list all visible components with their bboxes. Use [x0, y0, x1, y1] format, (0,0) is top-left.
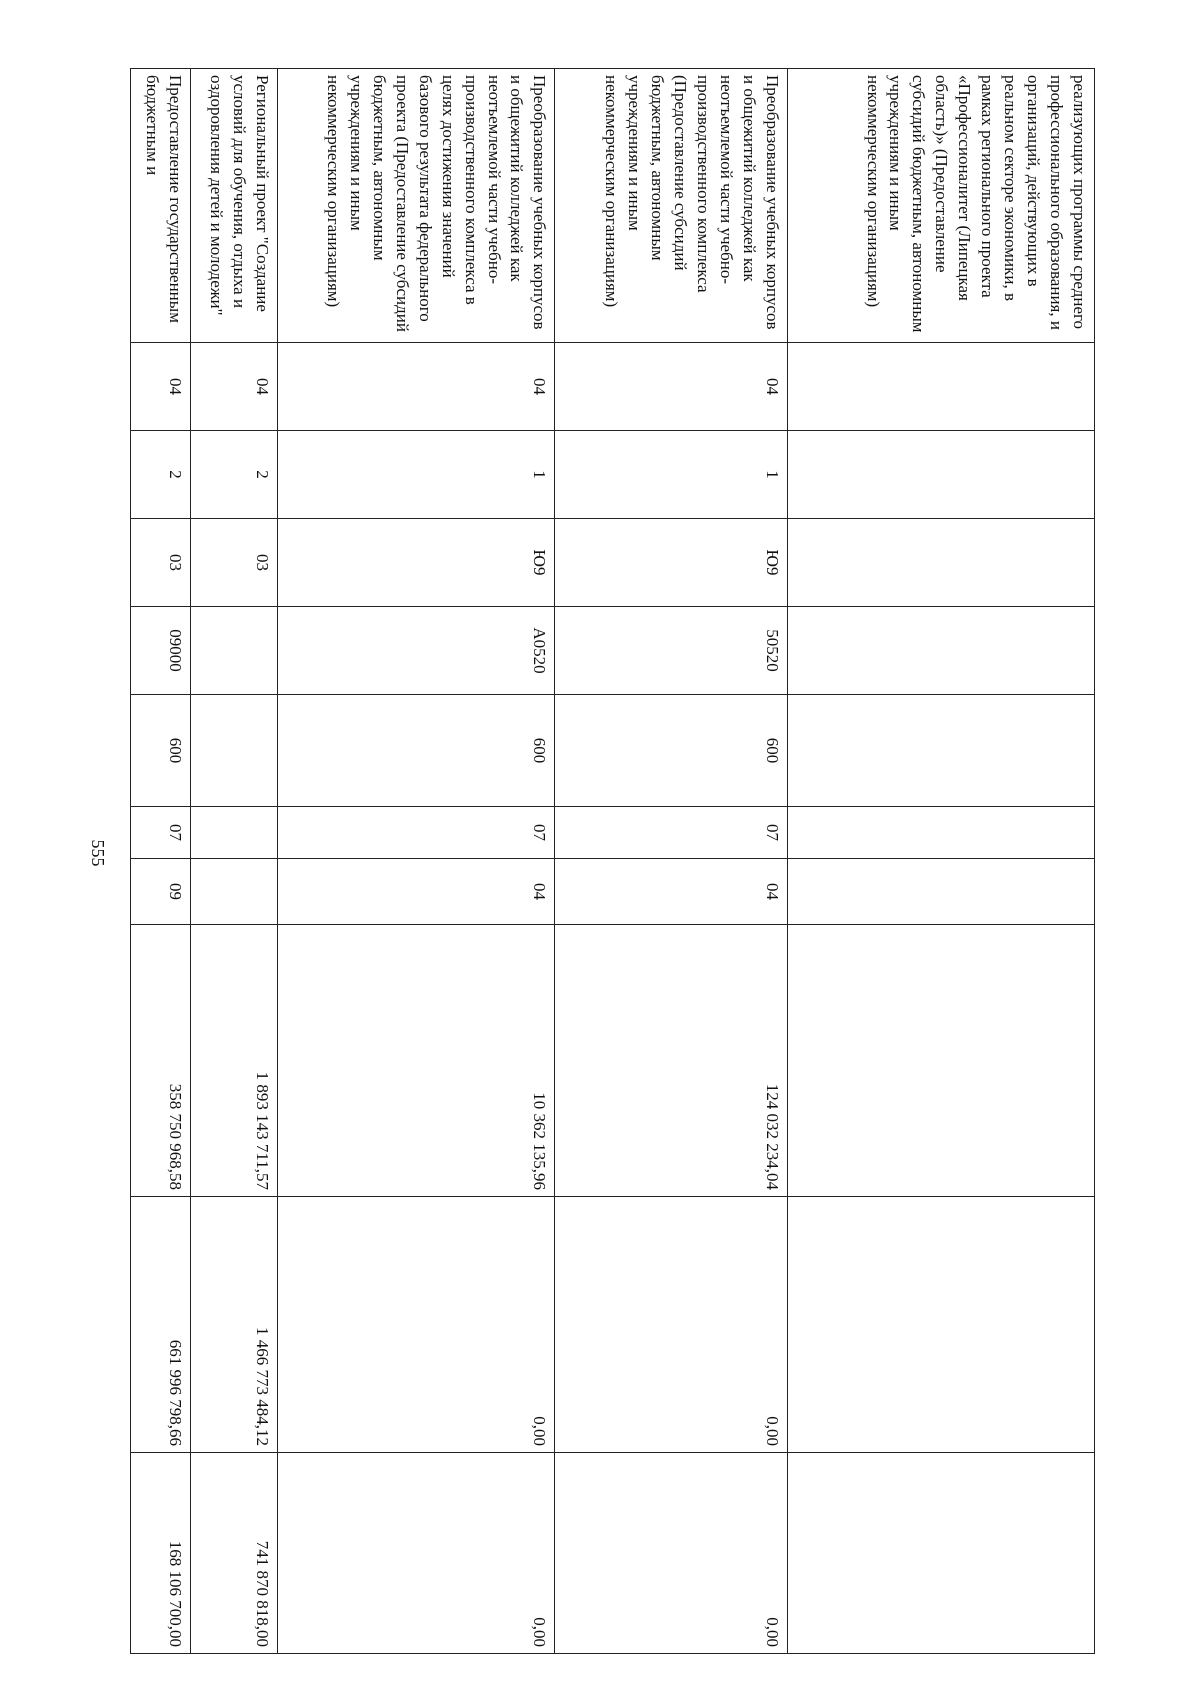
code-cell: 2: [131, 431, 191, 519]
page-number: 555: [88, 839, 108, 867]
code-cell: 04: [277, 859, 555, 925]
amount-cell: 0,00: [277, 1197, 555, 1453]
code-cell: Ю9: [555, 519, 788, 607]
amount-cell: 358 750 968,58: [131, 925, 191, 1197]
amount-cell: 1 466 773 484,12: [191, 1197, 277, 1453]
amount-cell: [788, 1453, 1095, 1654]
amount-cell: [788, 1197, 1095, 1453]
amount-cell: [788, 925, 1095, 1197]
code-cell: 09: [131, 859, 191, 925]
table-row: [131, 69, 191, 1654]
amount-cell: 741 870 818,00: [191, 1453, 277, 1654]
budget-table: [130, 68, 1095, 1654]
code-cell: 07: [555, 807, 788, 859]
code-cell: [788, 519, 1095, 607]
code-cell: 07: [277, 807, 555, 859]
code-cell: [788, 343, 1095, 431]
code-cell: 04: [191, 343, 277, 431]
table-row: [277, 69, 555, 1654]
rotated-table-wrapper: [130, 68, 1095, 1653]
code-cell: 600: [555, 695, 788, 807]
code-cell: 07: [131, 807, 191, 859]
table-row: [191, 69, 277, 1654]
amount-cell: 1 893 143 711,57: [191, 925, 277, 1197]
code-cell: 09000: [131, 607, 191, 695]
code-cell: 03: [191, 519, 277, 607]
amount-cell: 0,00: [555, 1453, 788, 1654]
code-cell: [788, 431, 1095, 519]
code-cell: 04: [131, 343, 191, 431]
code-cell: 04: [555, 343, 788, 431]
row-name-cell: Предоставление государственным бюджетным и: [131, 69, 191, 343]
code-cell: 50520: [555, 607, 788, 695]
code-cell: 04: [555, 859, 788, 925]
code-cell: А0520: [277, 607, 555, 695]
amount-cell: 168 106 700,00: [131, 1453, 191, 1654]
row-name-cell: реализующих программы среднего профессионального образования, и организаций, действующих в реальном секторе экономики, в рамках регионального проекта «Профессионалитет (Липецкая область)» (Предоставление субсидий бюджетным, автономным учреждениям и иным некоммерческим организациям): [788, 69, 1095, 343]
code-cell: [191, 607, 277, 695]
table-row: [555, 69, 788, 1654]
code-cell: [788, 859, 1095, 925]
amount-cell: 0,00: [277, 1453, 555, 1654]
code-cell: [191, 695, 277, 807]
code-cell: [191, 859, 277, 925]
table-row: [788, 69, 1095, 1654]
amount-cell: 10 362 135,96: [277, 925, 555, 1197]
row-name-cell: Преобразование учебных корпусов и общежитий колледжей как неотъемлемой части учебно-производственного комплекса (Предоставление субсидий бюджетным, автономным учреждениям и иным некоммерческим организациям): [555, 69, 788, 343]
code-cell: [788, 607, 1095, 695]
code-cell: 2: [191, 431, 277, 519]
code-cell: 1: [555, 431, 788, 519]
amount-cell: 124 032 234,04: [555, 925, 788, 1197]
code-cell: [788, 807, 1095, 859]
code-cell: Ю9: [277, 519, 555, 607]
row-name-cell: Региональный проект "Создание условий для обучения, отдыха и оздоровления детей и молодежи": [191, 69, 277, 343]
code-cell: 04: [277, 343, 555, 431]
code-cell: [788, 695, 1095, 807]
row-name-cell: Преобразование учебных корпусов и общежитий колледжей как неотъемлемой части учебно-производственного комплекса в целях достижения значений базового результата федерального проекта (Предоставление субсидий бюджетным, автономным учреждениям и иным некоммерческим организациям): [277, 69, 555, 343]
code-cell: 03: [131, 519, 191, 607]
code-cell: 600: [131, 695, 191, 807]
amount-cell: 661 996 798,66: [131, 1197, 191, 1453]
amount-cell: 0,00: [555, 1197, 788, 1453]
code-cell: [191, 807, 277, 859]
code-cell: 600: [277, 695, 555, 807]
code-cell: 1: [277, 431, 555, 519]
